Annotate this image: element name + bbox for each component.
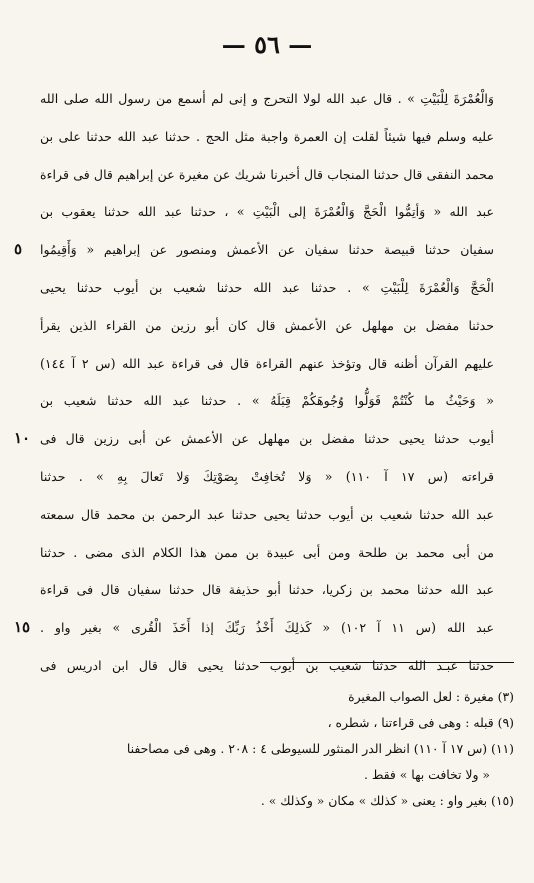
text-line-content: عبد الله « وَأتِمُّوا الْحَجَّ وَالْعُمْرَةَ إلى الْبَيْتِ » ، حدثنا عبد الله حدثنا يعقوب بن [40, 204, 494, 220]
text-line [14, 609, 494, 647]
line-number-marker: ١٥ [14, 618, 31, 637]
text-line-content: عبد الله حدثنا شعيب بن أيوب حدثنا يحيى حدثنا عبد الرحمن بن محمد قال سمعته [40, 506, 494, 522]
text-line [40, 647, 494, 685]
text-line-content: محمد النفقى قال حدثنا المنجاب قال أخبرنا شريك عن مغيرة عن إبراهيم قال فى قراءة [40, 166, 494, 182]
text-line [40, 382, 494, 420]
text-line [40, 571, 494, 609]
text-line [40, 534, 494, 572]
text-line-content: وَالْعُمْرَةَ لِلْبَيْتِ » . قال عبد الله لولا التحرج و إنى لم أسمع من رسول الله صلى الله [40, 91, 494, 106]
text-line [40, 80, 494, 118]
line-number-marker: ١٠ [14, 429, 31, 448]
text-line [40, 307, 494, 345]
text-line-content: من أبى محمد بن طلحة ومن أبى عبيدة بن ممن هذا الكلام الذى مضى . حدثنا [40, 544, 494, 560]
text-line-content: أيوب حدثنا يحيى حدثنا مفضل بن مهلهل عن الأعمش عن أبى رزين قال فى [40, 431, 494, 447]
footnote-divider [260, 662, 514, 663]
footnote: (٣) مغيرة : لعل الصواب المغيرة [348, 689, 514, 704]
text-line-content: سفيان حدثنا قبيصة حدثنا سفيان عن الأعمش ومنصور عن إبراهيم « وَأَقِيمُوا [40, 242, 494, 258]
text-line [14, 420, 494, 458]
footnote: (١٥) بغير واو : يعنى « كذلك » مكان « وكذلك » . [260, 793, 514, 808]
text-line [40, 458, 494, 496]
footnotes [20, 684, 514, 814]
text-line-content: عبد الله (س ١١ آ ١٠٢) « كَذلِكَ أَخْذُ رَبِّكَ إذا أَخَذَ الْقُرى » بغير واو . [40, 620, 494, 636]
text-line [40, 345, 494, 383]
footnote-continuation: « ولا تخافت بها » فقط . [364, 767, 490, 782]
line-number-marker: ٥ [14, 240, 23, 259]
text-line-content: « وَحَيْثُ ما كُنْتُمْ فَوَلُّوا وُجُوهَكُمْ قِبَلَهُ » . حدثنا عبد الله حدثنا شعيب بن [40, 393, 494, 409]
text-line-content: عليه وسلم فيها شيئاً لقلت إن العمرة واجبة مثل الحج . حدثنا عبد الله حدثنا على بن [40, 128, 494, 144]
text-line-content: حدثنا مفضل بن مهلهل عن الأعمش قال كان أبو رزين من القراء الذين يقرأ [40, 317, 494, 333]
text-line [40, 496, 494, 534]
footnote: (٩) قبله : وهى فى قراءتنا ، شطره ، [327, 715, 514, 730]
text-line-content: عليهم القرآن أظنه قال وتؤخذ عنهم القراءة قال فى قراءة عبد الله (س ٢ آ ١٤٤) [40, 355, 494, 371]
text-line [40, 156, 494, 194]
footnote: (١١) (س ١٧ آ ١١٠) انظر الدر المنثور للسيوطى ٤ : ٢٠٨ . وهى فى مصاحفنا [126, 741, 514, 756]
text-line-content: عبد الله حدثنا محمد بن زكريا، حدثنا أبو حذيفة قال حدثنا سفيان قال فى قراءة [40, 582, 494, 598]
text-line [40, 193, 494, 231]
text-line [40, 269, 494, 307]
text-line-content: الْحَجَّ وَالْعُمْرَةَ لِلْبَيْتِ » . حدثنا عبد الله حدثنا شعيب بن أيوب حدثنا يحيى [40, 279, 494, 295]
main-text [14, 80, 494, 685]
text-line [14, 231, 494, 269]
text-line [40, 118, 494, 156]
page-number: — ٥٦ — [221, 30, 313, 59]
text-line-content: حدثنا عبـد الله حدثنا شعيب بن أيوب حدثنا يحيى قال قال ابن ادريس فى [40, 657, 494, 673]
text-line-content: قراءته (س ١٧ آ ١١٠) « وَلا تُخافِتْ بِصَوْتِكَ وَلا تَعالَ بِهِ » . حدثنا [40, 468, 494, 484]
